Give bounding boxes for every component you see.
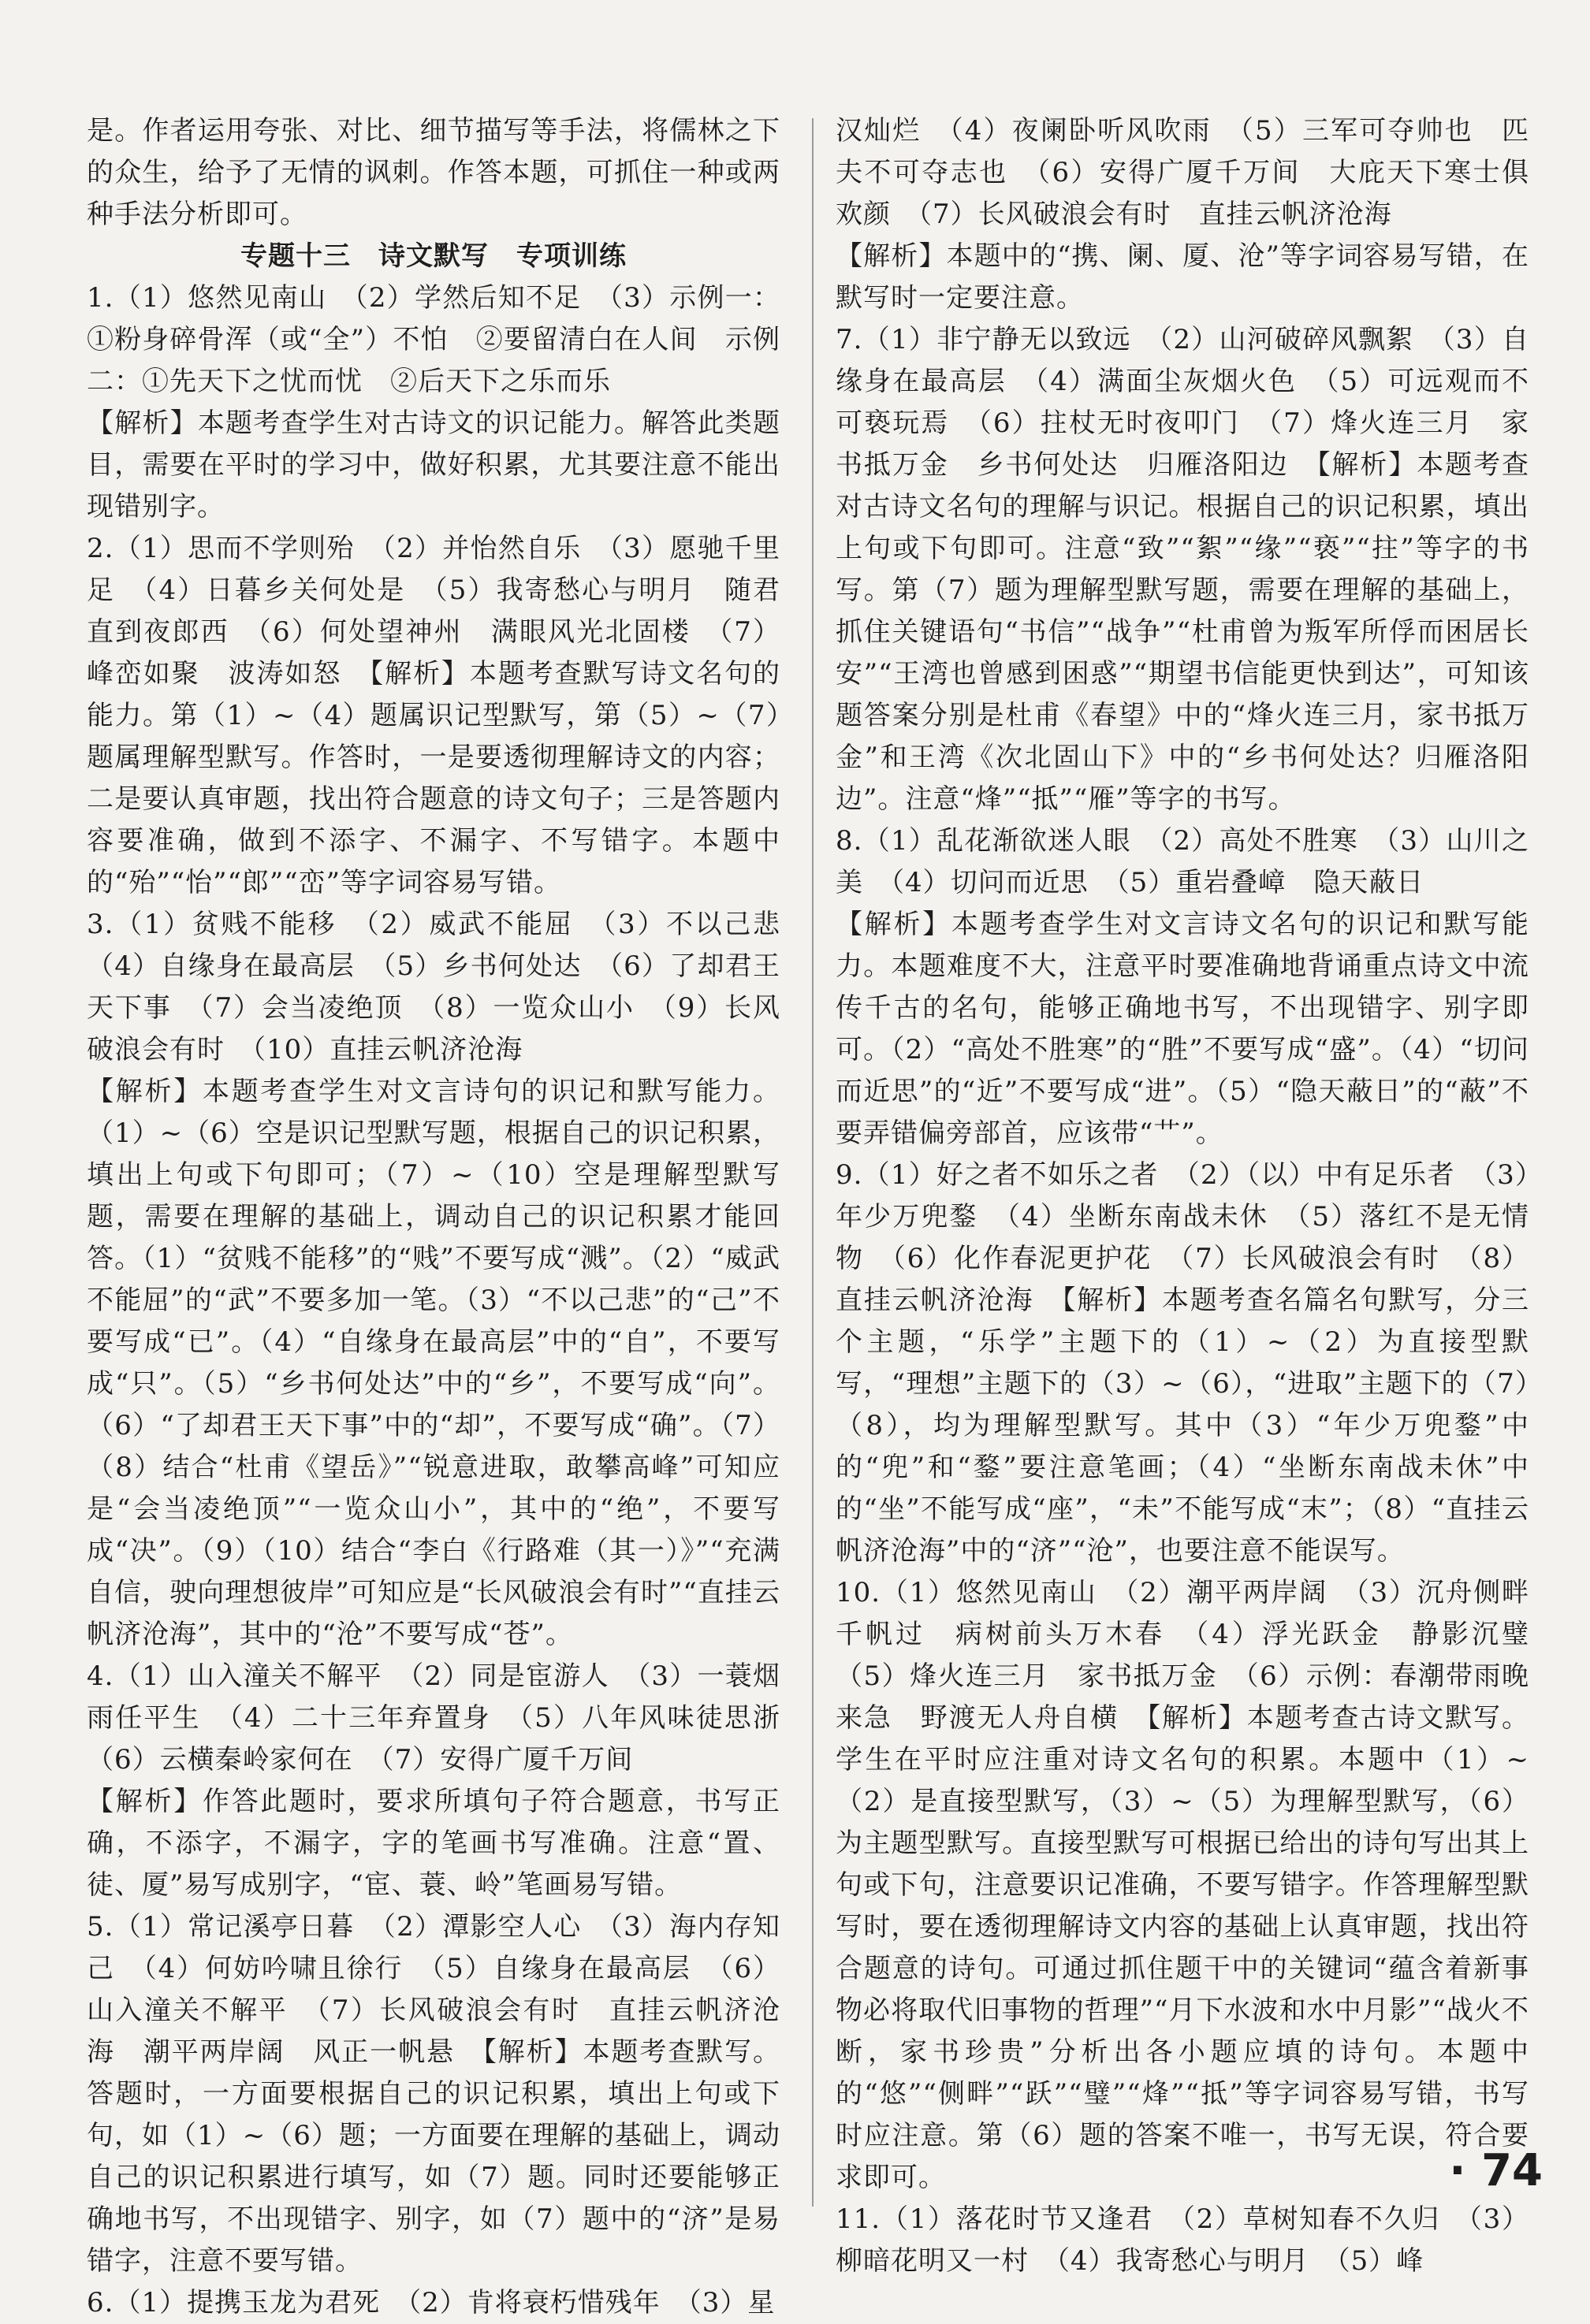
paragraph: 4.（1）山入潼关不解平 （2）同是宦游人 （3）一蓑烟雨任平生 （4）二十三年弃置身 （5）八年风味徒思浙 （6）云横秦岭家何在 （7）安得广厦千万间 <box>87 1660 808 1776</box>
right-column <box>836 110 1557 2282</box>
paragraph: 10.（1）悠然见南山 （2）潮平两岸阔 （3）沉舟侧畔千帆过 病树前头万木春 （4）浮光跃金 静影沉璧 （5）烽火连三月 家书抵万金 （6）示例：春潮带雨晚来急 野渡无人舟自横 【解析】本题考查古诗文默写。学生在平时应注重对诗文名句的积累。本题中（1）~（2）是直接型默写，（3）~（5）为理解型默写，（6）为主题型默写。直接型默写可根据已给出的诗句写出其上句或下句，注意要识记准确，不要写错字。作答理解型默写时，要在透彻理解诗文内容的基础上认真审题，找出符合题意的诗句。可通过抓住题干中的关键词“蕴含着新事物必将取代旧事物的哲理”“月下水波和水中月影”“战火不断，家书珍贵”分析出各小题应填的诗句。本题中的“悠”“侧畔”“跃”“璧”“烽”“抵”等字词容易写错，书写时应注意。第（6）题的答案不唯一，书写无误，符合要求即可。 <box>836 1577 1557 2193</box>
paragraph: 11.（1）落花时节又逢君 （2）草树知春不久归 （3）柳暗花明又一村 （4）我寄愁心与明月 （5）峰 <box>836 2203 1529 2277</box>
left-column <box>87 110 808 2324</box>
paragraph: 【解析】本题中的“携、阑、厦、沧”等字词容易写错，在默写时一定要注意。 <box>836 240 1529 314</box>
section-title: 专题十三 诗文默写 专项训练 <box>240 240 627 272</box>
paragraph: 【解析】本题考查学生对文言诗文名句的识记和默写能力。本题难度不大，注意平时要准确地背诵重点诗文中流传千古的名句，能够正确地书写，不出现错字、别字即可。（2）“高处不胜寒”的“胜”不要写成“盛”。（4）“切问而近思”的“近”不要写成“进”。（5）“隐天蔽日”的“蔽”不要弄错偏旁部首，应该带“艹”。 <box>836 909 1529 1149</box>
paragraph: 【解析】本题考查学生对古诗文的识记能力。解答此类题目，需要在平时的学习中，做好积累，尤其要注意不能出现错别字。 <box>87 407 780 522</box>
paragraph: 7.（1）非宁静无以致远 （2）山河破碎风飘絮 （3）自缘身在最高层 （4）满面尘灰烟火色 （5）可远观而不可亵玩焉 （6）拄杖无时夜叩门 （7）烽火连三月 家书抵万金 乡书何处达 归雁洛阳边 【解析】本题考查对古诗文名句的理解与识记。根据自己的识记积累，填出上句或下句即可。注意“致”“絮”“缘”“亵”“拄”等字的书写。第（7）题为理解型默写题，需要在理解的基础上，抓住关键语句“书信”“战争”“杜甫曾为叛军所俘而困居长安”“王湾也曾感到困惑”“期望书信能更快到达”，可知该题答案分别是杜甫《春望》中的“烽火连三月，家书抵万金”和王湾《次北固山下》中的“乡书何处达？归雁洛阳边”。注意“烽”“抵”“雁”等字的书写。 <box>836 324 1529 815</box>
paragraph: 3.（1）贫贱不能移 （2）威武不能屈 （3）不以己悲 （4）自缘身在最高层 （5）乡书何处达 （6）了却君王天下事 （7）会当凌绝顶 （8）一览众山小 （9）长风破浪会有时 （10）直挂云帆济沧海 <box>87 909 808 1065</box>
paragraph: 9.（1）好之者不如乐之者 （2）（以）中有足乐者 （3）年少万兜鍪 （4）坐断东南战未休 （5）落红不是无情物 （6）化作春泥更护花 （7）长风破浪会有时 （8）直挂云帆济沧海 【解析】本题考查名篇名句默写，分三个主题，“乐学”主题下的（1）~（2）为直接型默写，“理想”主题下的（3）~（6），“进取”主题下的（7）（8），均为理解型默写。其中（3）“年少万兜鍪”中的“兜”和“鍪”要注意笔画；（4）“坐断东南战未休”中的“坐”不能写成“座”，“未”不能写成“末”；（8）“直挂云帆济沧海”中的“济”“沧”，也要注意不能误写。 <box>836 1159 1529 1567</box>
paragraph: 是。作者运用夸张、对比、细节描写等手法，将儒林之下的众生，给予了无情的讽刺。作答本题，可抓住一种或两种手法分析即可。 <box>87 115 780 230</box>
paragraph: 2.（1）思而不学则殆 （2）并怡然自乐 （3）愿驰千里足 （4）日暮乡关何处是 （5）我寄愁心与明月 随君直到夜郎西 （6）何处望神州 满眼风光北固楼 （7）峰峦如聚 波涛如怒 【解析】本题考查默写诗文名句的能力。第（1）~（4）题属识记型默写，第（5）~（7）题属理解型默写。作答时，一是要透彻理解诗文的内容；二是要认真审题，找出符合题意的诗文句子；三是答题内容要准确，做到不添字、不漏字、不写错字。本题中的“殆”“怡”“郎”“峦”等字词容易写错。 <box>87 533 780 898</box>
column-divider <box>812 118 814 2207</box>
paragraph: 1.（1）悠然见南山 （2）学然后知不足 （3）示例一：①粉身碎骨浑（或“全”）不怕 ②要留清白在人间 示例二：①先天下之忧而忧 ②后天下之乐而乐 <box>87 282 780 397</box>
paragraph: 【解析】作答此题时，要求所填句子符合题意，书写正确，不添字，不漏字，字的笔画书写准确。注意“置、徒、厦”易写成别字，“宦、蓑、岭”笔画易写错。 <box>87 1786 780 1901</box>
paragraph: 6.（1）提携玉龙为君死 （2）肯将衰朽惜残年 （3）星 <box>87 2287 776 2318</box>
paragraph: 5.（1）常记溪亭日暮 （2）潭影空人心 （3）海内存知己 （4）何妨吟啸且徐行 （5）自缘身在最高层 （6）山入潼关不解平 （7）长风破浪会有时 直挂云帆济沧海 潮平两岸阔 风正一帆悬 【解析】本题考查默写。答题时，一方面要根据自己的识记积累，填出上句或下句，如（1）~（6）题；一方面要在理解的基础上，调动自己的识记积累进行填写，如（7）题。同时还要能够正确地书写，不出现错字、别字，如（7）题中的“济”是易错字，注意不要写错。 <box>87 1911 780 2277</box>
paragraph: 汉灿烂 （4）夜阑卧听风吹雨 （5）三军可夺帅也 匹夫不可夺志也 （6）安得广厦千万间 大庇天下寒士俱欢颜 （7）长风破浪会有时 直挂云帆济沧海 <box>836 115 1529 230</box>
paragraph: 【解析】本题考查学生对文言诗句的识记和默写能力。（1）~（6）空是识记型默写题，根据自己的识记积累，填出上句或下句即可；（7）~（10）空是理解型默写题，需要在理解的基础上，调动自己的识记积累才能回答。（1）“贫贱不能移”的“贱”不要写成“溅”。（2）“威武不能屈”的“武”不要多加一笔。（3）“不以己悲”的“己”不要写成“已”。（4）“自缘身在最高层”中的“自”，不要写成“只”。（5）“乡书何处达”中的“乡”，不要写成“向”。（6）“了却君王天下事”中的“却”，不要写成“确”。（7）（8）结合“杜甫《望岳》”“锐意进取，敢攀高峰”可知应是“会当凌绝顶”“一览众山小”，其中的“绝”，不要写成“决”。（9）（10）结合“李白《行路难（其一）》”“充满自信，驶向理想彼岸”可知应是“长风破浪会有时”“直挂云帆济沧海”，其中的“沧”不要写成“苍”。 <box>87 1076 780 1650</box>
page-number: · 74 <box>1449 2145 1543 2196</box>
paragraph: 8.（1）乱花渐欲迷人眼 （2）高处不胜寒 （3）山川之美 （4）切问而近思 （5）重岩叠嶂 隐天蔽日 <box>836 825 1529 898</box>
